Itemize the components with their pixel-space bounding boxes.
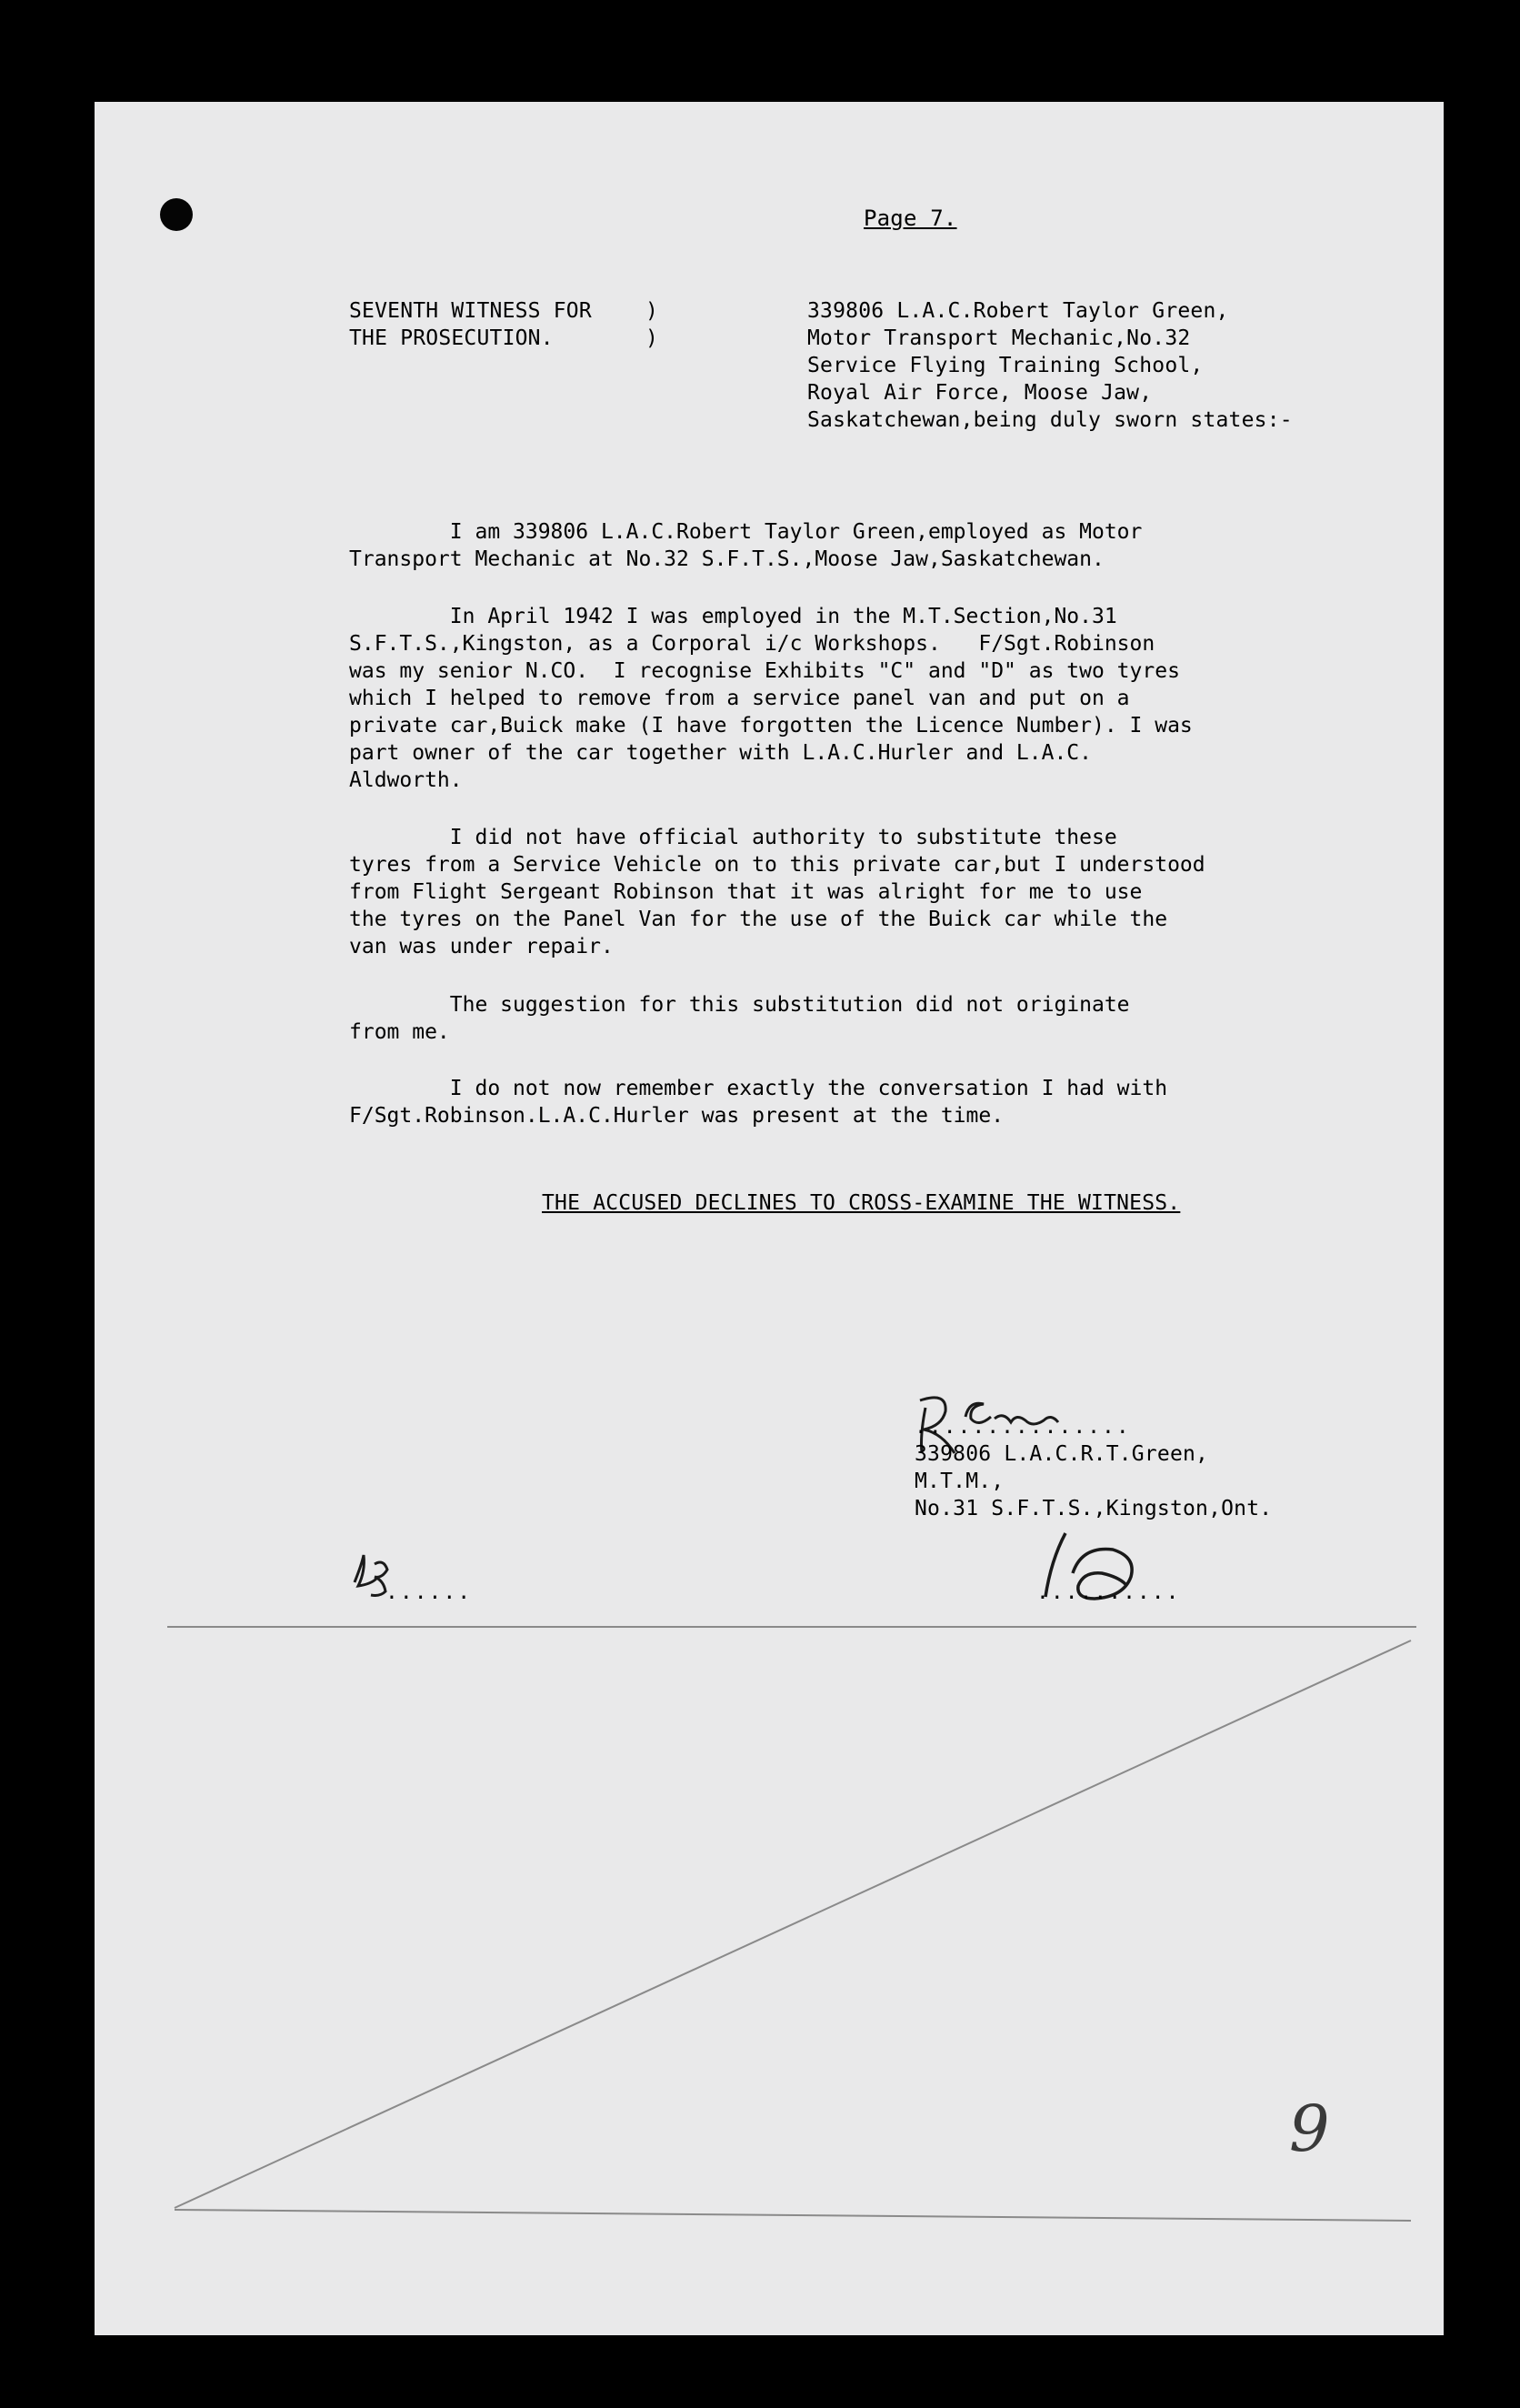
line: the tyres on the Panel Van for the use of the Buick car while the [349, 908, 1168, 931]
initials-left-dots: ...... [385, 1580, 473, 1604]
initials-left [355, 1555, 387, 1596]
sig-line: 339806 L.A.C.R.T.Green, [915, 1442, 1209, 1466]
line: I am 339806 L.A.C.Robert Taylor Green,employed as Motor [349, 520, 1143, 544]
line: private car,Buick make (I have forgotten the Licence Number). I was [349, 714, 1193, 737]
diagonal-cancel-line [175, 1640, 1411, 2208]
accused-declines-note: THE ACCUSED DECLINES TO CROSS-EXAMINE THE WITNESS. [542, 1191, 1181, 1215]
line: I did not have official authority to substitute these [349, 826, 1117, 849]
line: part owner of the car together with L.A.C.Hurler and L.A.C. [349, 741, 1092, 765]
line: van was under repair. [349, 935, 614, 958]
witness-heading-line: THE PROSECUTION. [349, 326, 554, 350]
id-line: 339806 L.A.C.Robert Taylor Green, [807, 299, 1229, 323]
line: S.F.T.S.,Kingston, as a Corporal i/c Workshops. F/Sgt.Robinson [349, 632, 1155, 656]
horizontal-rule [167, 1626, 1416, 1628]
signature-dots: ............... [915, 1415, 1131, 1439]
witness-signature-block [915, 1440, 1272, 1522]
line: Aldworth. [349, 768, 463, 792]
line: I do not now remember exactly the conversation I had with [349, 1077, 1168, 1100]
id-line: Service Flying Training School, [807, 354, 1204, 377]
line: from Flight Sergeant Robinson that it was alright for me to use [349, 880, 1143, 904]
line: was my senior N.CO. I recognise Exhibits "C" and "D" as two tyres [349, 659, 1180, 683]
initials-right-dots: .......... [1036, 1580, 1181, 1604]
line: which I helped to remove from a service panel van and put on a [349, 687, 1130, 710]
sig-line: No.31 S.F.T.S.,Kingston,Ont. [915, 1497, 1273, 1520]
id-line: Motor Transport Mechanic,No.32 [807, 326, 1191, 350]
paren: ) [645, 326, 659, 350]
paren: ) [645, 299, 659, 323]
page-number: Page 7. [864, 206, 957, 231]
line: F/Sgt.Robinson.L.A.C.Hurler was present at the time. [349, 1104, 1005, 1128]
line: In April 1942 I was employed in the M.T.Section,No.31 [349, 605, 1117, 628]
bottom-cancel-line [175, 2210, 1411, 2221]
witness-heading-line: SEVENTH WITNESS FOR [349, 299, 592, 323]
line: from me. [349, 1020, 450, 1044]
line: Transport Mechanic at No.32 S.F.T.S.,Moose Jaw,Saskatchewan. [349, 547, 1105, 571]
sig-line: M.T.M., [915, 1470, 1005, 1493]
id-line: Saskatchewan,being duly sworn states:- [807, 408, 1293, 432]
line: The suggestion for this substitution did not originate [349, 993, 1130, 1017]
line: tyres from a Service Vehicle on to this private car,but I understood [349, 853, 1205, 877]
id-line: Royal Air Force, Moose Jaw, [807, 381, 1153, 405]
handwritten-page-number: 9 [1289, 2092, 1330, 2166]
